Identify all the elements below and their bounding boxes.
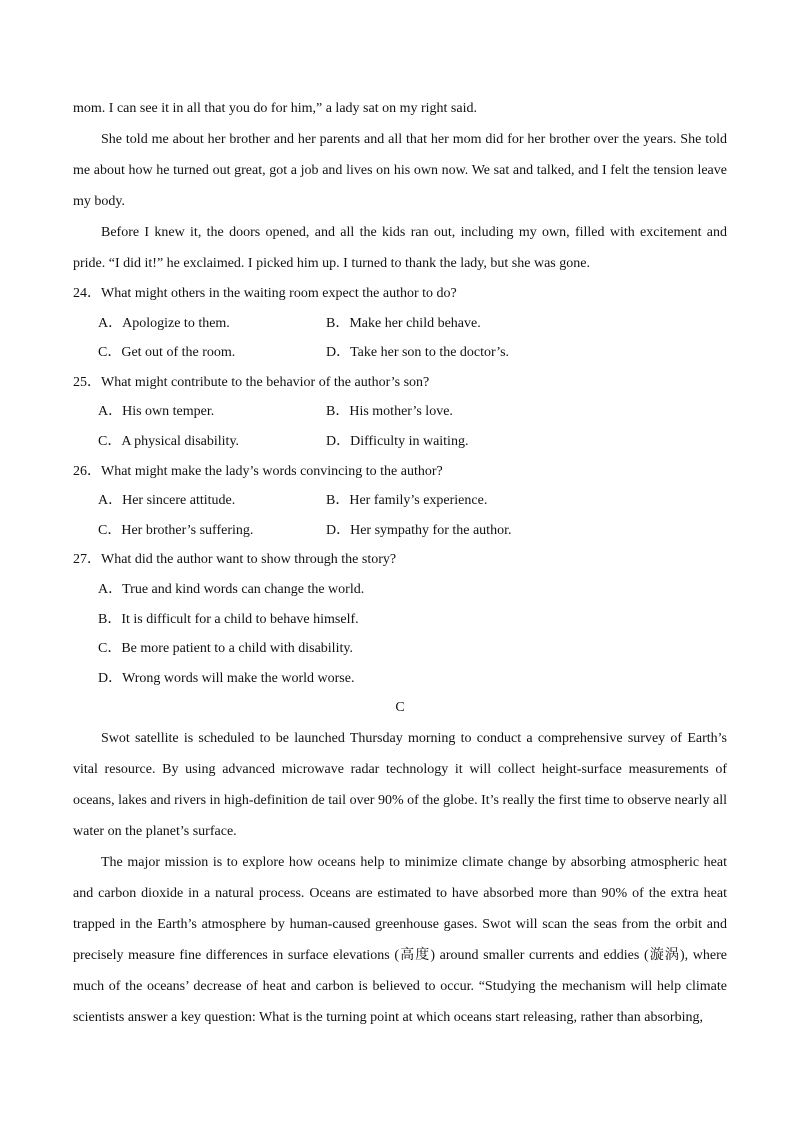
passage-b-paragraph: Before I knew it, the doors opened, and all the kids ran out, including my own, filled with excitement and pride. “I did it!” he exclaimed. I picked him up. I turned to thank the lady, but she was gone.	[73, 225, 727, 271]
question-27-option-row	[73, 605, 727, 635]
option-a: A．True and kind words can change the world.	[98, 581, 365, 597]
section-c-heading: C	[395, 700, 405, 716]
option-b: B．Make her child behave.	[326, 315, 481, 331]
option-c: C．Her brother’s suffering.	[98, 522, 254, 538]
question-25-options-row	[73, 427, 727, 457]
question-24-stem: 24．What might others in the waiting room expect the author to do?	[73, 286, 457, 301]
question-27-option-row	[73, 634, 727, 664]
question-26-options-row	[73, 516, 727, 546]
question-27-option-row	[73, 664, 727, 694]
passage-b-line: mom. I can see it in all that you do for him,” a lady sat on my right said.	[73, 101, 477, 116]
option-c: C．A physical disability.	[98, 433, 240, 449]
option-d: D．Wrong words will make the world worse.	[98, 670, 355, 686]
question-26-options-row	[73, 486, 727, 516]
passage-b-paragraph: She told me about her brother and her parents and all that her mom did for her brother over the years. She told me about how he turned out great, got a job and lives on his own now. We sat and talked, and I felt the tension leave my body.	[73, 132, 727, 209]
option-a: A．Apologize to them.	[98, 315, 230, 331]
question-27-stem: 27．What did the author want to show through the story?	[73, 552, 397, 568]
question-25-options-row	[73, 397, 727, 427]
question-24-options-row	[73, 338, 727, 368]
question-24-options-row	[73, 309, 727, 339]
question-27-option-row	[73, 575, 727, 605]
question-25-stem: 25．What might contribute to the behavior of the author’s son?	[73, 374, 430, 390]
option-d: D．Difficulty in waiting.	[326, 433, 469, 449]
option-b: B．His mother’s love.	[326, 404, 453, 420]
section-c-paragraph: The major mission is to explore how oceans help to minimize climate change by absorbing atmospheric heat and carbon dioxide in a natural process. Oceans are estimated to have absorbed more than 90% of the extra heat trapped in the Earth’s atmosphere by human-caused greenhouse gases. Swot will scan the seas from the orbit and precisely measure fine differences in surface elevations (高度) around smaller currents and eddies (漩涡), where much of the oceans’ decrease of heat and carbon is believed to occur. “Studying the mechanism will help climate scientists answer a key question: What is the turning point at which oceans start releasing, rather than absorbing,	[73, 855, 727, 1026]
option-b: B．Her family’s experience.	[326, 493, 488, 509]
option-c: C．Be more patient to a child with disability.	[98, 641, 353, 657]
question-26-stem: 26．What might make the lady’s words convincing to the author?	[73, 463, 443, 479]
section-c-paragraph: Swot satellite is scheduled to be launched Thursday morning to conduct a comprehensive survey of Earth’s vital resource. By using advanced microwave radar technology it will collect height-surface measurements of oceans, lakes and rivers in high-definition de tail over 90% of the globe. It’s really the first time to observe nearly all water on the planet’s surface.	[73, 731, 727, 840]
option-d: D．Take her son to the doctor’s.	[326, 345, 510, 361]
option-b: B．It is difficult for a child to behave himself.	[98, 611, 359, 627]
document-page	[73, 93, 727, 1033]
option-c: C．Get out of the room.	[98, 345, 236, 361]
option-a: A．Her sincere attitude.	[98, 493, 236, 509]
option-a: A．His own temper.	[98, 404, 215, 420]
option-d: D．Her sympathy for the author.	[326, 522, 512, 538]
